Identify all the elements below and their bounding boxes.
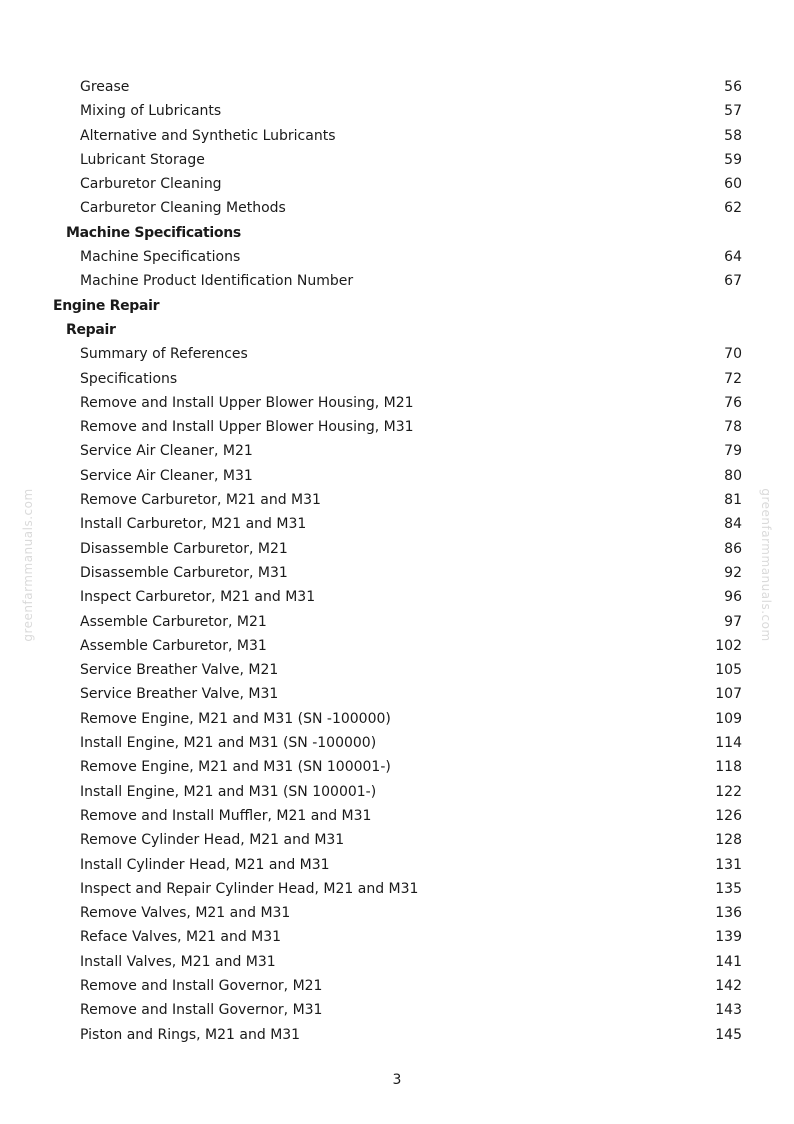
toc-entry[interactable] bbox=[0, 439, 794, 463]
page-number: 3 bbox=[392, 1072, 402, 1088]
toc-entry[interactable] bbox=[0, 99, 794, 123]
toc-entry-page: 145 bbox=[715, 1026, 742, 1043]
watermark-left: greenfarmmanuals.com bbox=[21, 488, 35, 642]
toc-entry-page: 67 bbox=[724, 273, 742, 290]
toc-entry-page: 84 bbox=[724, 516, 742, 533]
toc-entry-title: Install Engine, M21 and M31 (SN 100001-) bbox=[80, 783, 377, 800]
toc-entry-page: 109 bbox=[715, 710, 742, 727]
toc-chapter-heading[interactable] bbox=[0, 294, 794, 318]
toc-section-heading[interactable] bbox=[0, 318, 794, 342]
toc-entry-page: 114 bbox=[715, 735, 742, 752]
toc-entry-title: Piston and Rings, M21 and M31 bbox=[80, 1026, 301, 1043]
toc-entry-title: Remove and Install Governor, M21 bbox=[80, 977, 323, 994]
toc-entry[interactable] bbox=[0, 391, 794, 415]
toc-entry-title: Remove Engine, M21 and M31 (SN 100001-) bbox=[80, 759, 391, 776]
toc-entry-title: Install Carburetor, M21 and M31 bbox=[80, 516, 307, 533]
toc-entry[interactable] bbox=[0, 488, 794, 512]
toc-entry-title: Carburetor Cleaning bbox=[80, 176, 222, 193]
toc-entry-page: 79 bbox=[724, 443, 742, 460]
toc-entry-page: 126 bbox=[715, 807, 742, 824]
toc-entry-title: Service Breather Valve, M21 bbox=[80, 662, 279, 679]
toc-entry[interactable] bbox=[0, 415, 794, 439]
toc-entry-page: 128 bbox=[715, 832, 742, 849]
toc-entry[interactable] bbox=[0, 148, 794, 172]
toc-entry-page: 56 bbox=[724, 79, 742, 95]
toc-entry[interactable] bbox=[0, 269, 794, 293]
toc-entry-page: 70 bbox=[724, 346, 742, 363]
toc-entry-title: Service Air Cleaner, M21 bbox=[80, 443, 253, 460]
toc-entry-title: Specifications bbox=[80, 370, 178, 387]
toc-entry[interactable] bbox=[0, 901, 794, 925]
toc-entry[interactable] bbox=[0, 342, 794, 366]
toc-section-heading[interactable] bbox=[0, 221, 794, 245]
toc-entry-title: Remove Engine, M21 and M31 (SN -100000) bbox=[80, 710, 391, 727]
toc-entry[interactable] bbox=[0, 998, 794, 1022]
toc-entry-page: 80 bbox=[724, 467, 742, 484]
toc-entry-title: Remove and Install Governor, M31 bbox=[80, 1002, 323, 1019]
toc-entry-title: Machine Product Identification Number bbox=[80, 273, 354, 290]
toc-entry-title: Install Cylinder Head, M21 and M31 bbox=[80, 856, 330, 873]
toc-entry-page: 143 bbox=[715, 1002, 742, 1019]
toc-entry-title: Install Valves, M21 and M31 bbox=[80, 953, 276, 970]
toc-entry-title: Remove Cylinder Head, M21 and M31 bbox=[80, 832, 345, 849]
toc-entry-page: 57 bbox=[724, 103, 742, 120]
toc-entry-title: Remove and Install Muffler, M21 and M31 bbox=[80, 807, 372, 824]
toc-entry-title: Remove and Install Upper Blower Housing, M21 bbox=[80, 394, 414, 411]
toc-entry-title: Lubricant Storage bbox=[80, 151, 205, 168]
toc-entry-title: Inspect Carburetor, M21 and M31 bbox=[80, 589, 316, 606]
toc-entry[interactable] bbox=[0, 731, 794, 755]
toc-entry-title: Inspect and Repair Cylinder Head, M21 and M31 bbox=[80, 880, 419, 897]
toc-entry-page: 81 bbox=[724, 492, 742, 509]
toc-entry-title: Install Engine, M21 and M31 (SN -100000) bbox=[80, 735, 377, 752]
toc-entry-page: 122 bbox=[715, 783, 742, 800]
toc-entry-title: Disassemble Carburetor, M31 bbox=[80, 564, 288, 581]
toc-entry[interactable] bbox=[0, 610, 794, 634]
toc-entry-page: 76 bbox=[724, 394, 742, 411]
toc-entry-title: Assemble Carburetor, M21 bbox=[80, 613, 267, 630]
watermark-right: greenfarmmanuals.com bbox=[759, 488, 773, 642]
toc-entry[interactable] bbox=[0, 974, 794, 998]
toc-entry-title: Disassemble Carburetor, M21 bbox=[80, 540, 288, 557]
toc-entry-page: 86 bbox=[724, 540, 742, 557]
toc-entry[interactable] bbox=[0, 1023, 794, 1047]
toc-entry[interactable] bbox=[0, 512, 794, 536]
toc-entry[interactable] bbox=[0, 682, 794, 706]
toc-entry[interactable] bbox=[0, 804, 794, 828]
toc-entry-page: 102 bbox=[715, 637, 742, 654]
toc-entry-page: 107 bbox=[715, 686, 742, 703]
toc-entry[interactable] bbox=[0, 561, 794, 585]
toc-entry-title: Remove Carburetor, M21 and M31 bbox=[80, 492, 321, 509]
toc-entry[interactable] bbox=[0, 172, 794, 196]
toc-entry[interactable] bbox=[0, 707, 794, 731]
toc-entry[interactable] bbox=[0, 367, 794, 391]
toc-entry-page: 141 bbox=[715, 953, 742, 970]
toc-entry-page: 64 bbox=[724, 249, 742, 266]
toc-entry-page: 139 bbox=[715, 929, 742, 946]
toc-entry[interactable] bbox=[0, 585, 794, 609]
toc-entry-title: Remove Valves, M21 and M31 bbox=[80, 905, 291, 922]
table-of-contents bbox=[0, 75, 794, 1047]
toc-entry-page: 58 bbox=[724, 127, 742, 144]
toc-entry-title: Assemble Carburetor, M31 bbox=[80, 637, 267, 654]
toc-entry[interactable] bbox=[0, 464, 794, 488]
toc-entry-title: Alternative and Synthetic Lubricants bbox=[80, 127, 336, 144]
toc-entry-page: 136 bbox=[715, 905, 742, 922]
toc-entry-title: Summary of References bbox=[80, 346, 248, 363]
toc-entry[interactable] bbox=[0, 658, 794, 682]
toc-entry-page: 96 bbox=[724, 589, 742, 606]
toc-entry-page: 105 bbox=[715, 662, 742, 679]
toc-entry-page: 72 bbox=[724, 370, 742, 387]
toc-entry-page: 97 bbox=[724, 613, 742, 630]
toc-entry[interactable] bbox=[0, 196, 794, 220]
toc-entry[interactable] bbox=[0, 950, 794, 974]
toc-entry-page: 118 bbox=[715, 759, 742, 776]
toc-entry[interactable] bbox=[0, 537, 794, 561]
toc-entry-title: Service Breather Valve, M31 bbox=[80, 686, 279, 703]
toc-entry[interactable] bbox=[0, 925, 794, 949]
toc-entry[interactable] bbox=[0, 245, 794, 269]
toc-entry-page: 62 bbox=[724, 200, 742, 217]
toc-entry-page: 78 bbox=[724, 419, 742, 436]
toc-entry[interactable] bbox=[0, 755, 794, 779]
toc-entry-title: Reface Valves, M21 and M31 bbox=[80, 929, 282, 946]
toc-entry-title: Engine Repair bbox=[53, 297, 160, 314]
toc-entry[interactable] bbox=[0, 853, 794, 877]
toc-entry-title: Service Air Cleaner, M31 bbox=[80, 467, 253, 484]
toc-entry-title: Mixing of Lubricants bbox=[80, 103, 222, 120]
toc-entry[interactable] bbox=[0, 877, 794, 901]
toc-entry-title: Remove and Install Upper Blower Housing, M31 bbox=[80, 419, 414, 436]
toc-entry-page: 92 bbox=[724, 564, 742, 581]
toc-entry-title: Repair bbox=[66, 321, 116, 338]
toc-entry-page: 131 bbox=[715, 856, 742, 873]
toc-entry-title: Machine Specifications bbox=[80, 249, 241, 266]
toc-entry-title: Carburetor Cleaning Methods bbox=[80, 200, 286, 217]
toc-entry-page: 142 bbox=[715, 977, 742, 994]
toc-entry-title: Grease bbox=[80, 79, 130, 95]
toc-entry-page: 60 bbox=[724, 176, 742, 193]
toc-entry-page: 135 bbox=[715, 880, 742, 897]
toc-entry[interactable] bbox=[0, 828, 794, 852]
toc-entry[interactable] bbox=[0, 634, 794, 658]
toc-entry[interactable] bbox=[0, 75, 794, 99]
toc-entry-title: Machine Specifications bbox=[66, 224, 241, 241]
toc-entry-page: 59 bbox=[724, 151, 742, 168]
toc-entry[interactable] bbox=[0, 780, 794, 804]
toc-entry[interactable] bbox=[0, 124, 794, 148]
